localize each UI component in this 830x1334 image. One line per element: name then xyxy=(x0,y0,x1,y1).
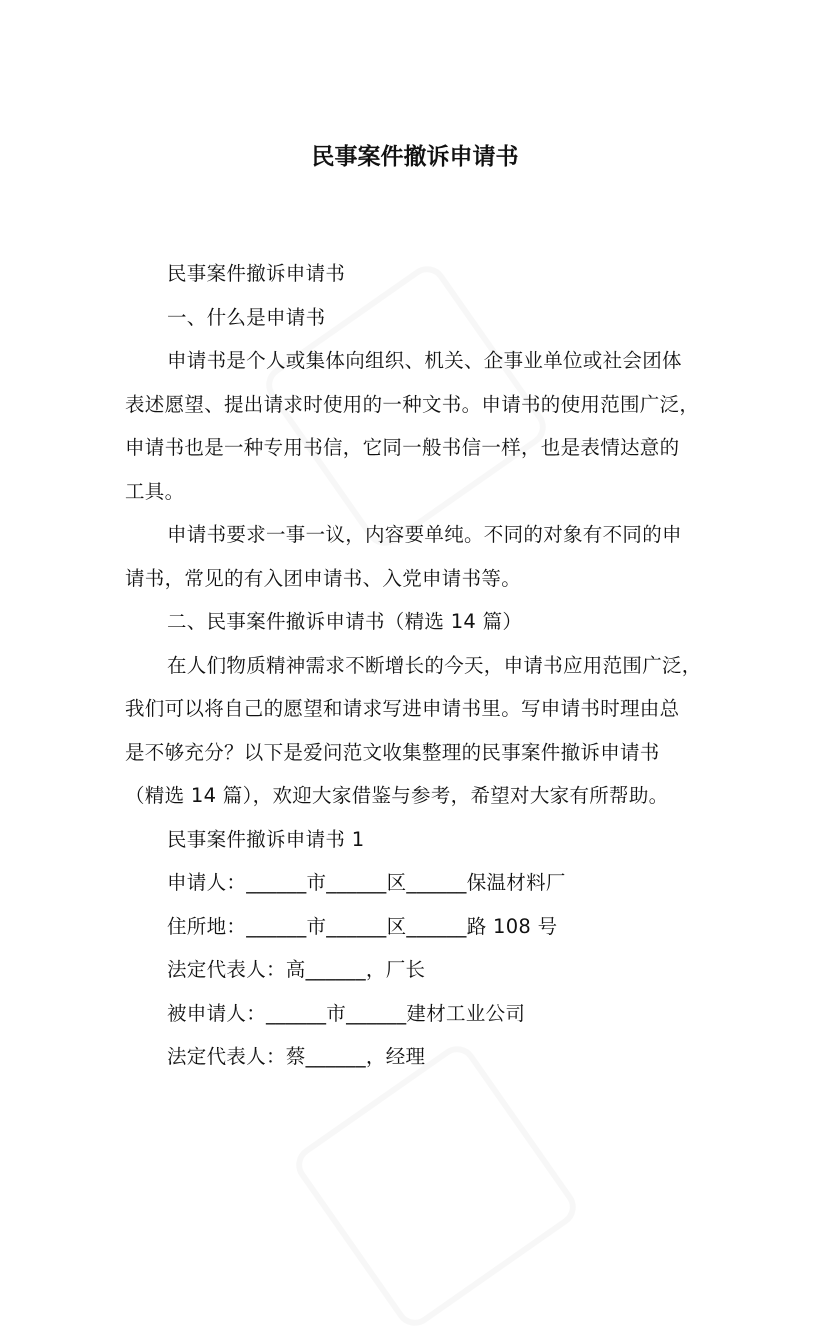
document-title: 民事案件撤诉申请书 xyxy=(311,144,519,170)
form-line-legal-rep: 法定代表人：高______，厂长 xyxy=(167,958,426,981)
form-line-respondent: 被申请人：______市______建材工业公司 xyxy=(167,1002,526,1025)
paragraph-line: 是不够充分？以下是爱问范文收集整理的民事案件撤诉申请书 xyxy=(125,741,660,764)
subheading-line: 民事案件撤诉申请书 1 xyxy=(167,828,365,851)
paragraph-line: 工具。 xyxy=(125,480,185,503)
paragraph-line: 表述愿望、提出请求时使用的一种文书。申请书的使用范围广泛， xyxy=(125,393,700,416)
form-line-address: 住所地：______市______区______路 108 号 xyxy=(167,915,558,938)
paragraph-line: 申请书要求一事一议，内容要单纯。不同的对象有不同的申 xyxy=(167,523,682,546)
watermark xyxy=(288,1038,583,1333)
form-line-respondent-rep: 法定代表人：蔡______，经理 xyxy=(167,1045,426,1068)
paragraph-line: 申请书是个人或集体向组织、机关、企事业单位或社会团体 xyxy=(167,349,682,372)
paragraph-line: 我们可以将自己的愿望和请求写进申请书里。写申请书时理由总 xyxy=(125,697,680,720)
section-heading: 二、民事案件撤诉申请书（精选 14 篇） xyxy=(167,610,523,633)
paragraph-line: 申请书也是一种专用书信，它同一般书信一样，也是表情达意的 xyxy=(125,436,680,459)
paragraph-line: （精选 14 篇），欢迎大家借鉴与参考，希望对大家有所帮助。 xyxy=(125,784,669,807)
paragraph-line: 请书，常见的有入团申请书、入党申请书等。 xyxy=(125,567,522,590)
section-heading: 一、什么是申请书 xyxy=(167,306,326,329)
paragraph-line: 在人们物质精神需求不断增长的今天，申请书应用范围广泛， xyxy=(167,654,702,677)
form-line-applicant: 申请人：______市______区______保温材料厂 xyxy=(167,871,566,894)
heading-line: 民事案件撤诉申请书 xyxy=(167,262,346,285)
